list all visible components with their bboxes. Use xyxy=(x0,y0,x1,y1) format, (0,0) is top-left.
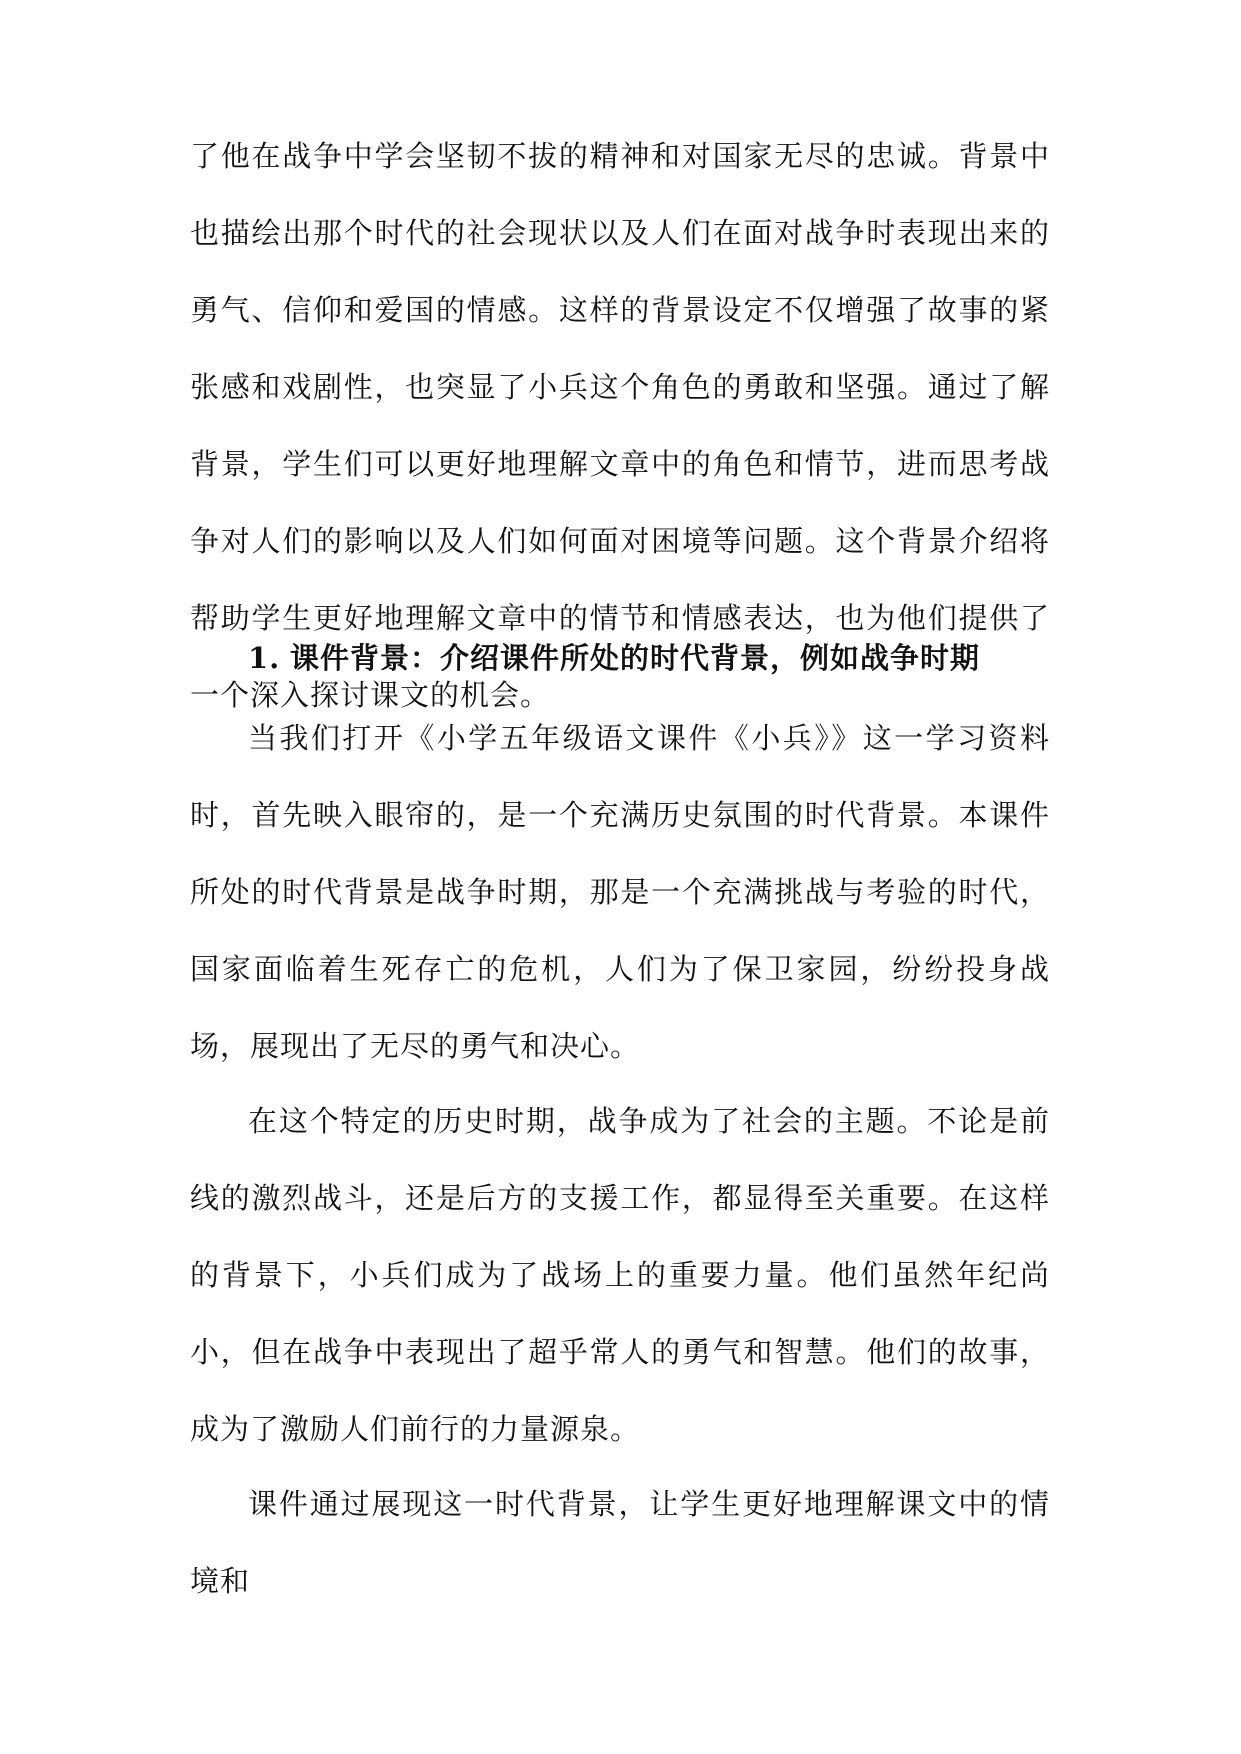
section-heading xyxy=(248,638,1068,678)
section-heading-number: 1. xyxy=(248,641,281,675)
section-heading-text: 课件背景：介绍课件所处的时代背景，例如战争时期 xyxy=(290,641,981,675)
body-paragraph: 当我们打开《小学五年级语文课件《小兵》》这一学习资料时，首先映入眼帘的，是一个充满历史氛围的时代背景。本课件所处的时代背景是战争时期，那是一个充满挑战与考验的时代，国家面临着生死存亡的危机，人们为了保卫家园，纷纷投身战场，展现出了无尽的勇气和决心。 xyxy=(190,721,1050,1063)
body-paragraph: 了他在战争中学会坚韧不拔的精神和对国家无尽的忠诚。背景中也描绘出那个时代的社会现状以及人们在面对战争时表现出来的勇气、信仰和爱国的情感。这样的背景设定不仅增强了故事的紧张感和戏剧性，也突显了小兵这个角色的勇敢和坚强。通过了解背景，学生们可以更好地理解文章中的角色和情节，进而思考战争对人们的影响以及人们如何面对困境等问题。这个背景介绍将帮助学生更好地理解文章中的情节和情感表达，也为他们提供了一个深入探讨课文的机会。 xyxy=(190,139,1050,712)
body-paragraph: 在这个特定的历史时期，战争成为了社会的主题。不论是前线的激烈战斗，还是后方的支援工作，都显得至关重要。在这样的背景下，小兵们成为了战场上的重要力量。他们虽然年纪尚小，但在战争中表现出了超乎常人的勇气和智慧。他们的故事，成为了激励人们前行的力量源泉。 xyxy=(190,1104,1050,1446)
body-paragraph: 课件通过展现这一时代背景，让学生更好地理解课文中的情境和 xyxy=(190,1487,1050,1598)
